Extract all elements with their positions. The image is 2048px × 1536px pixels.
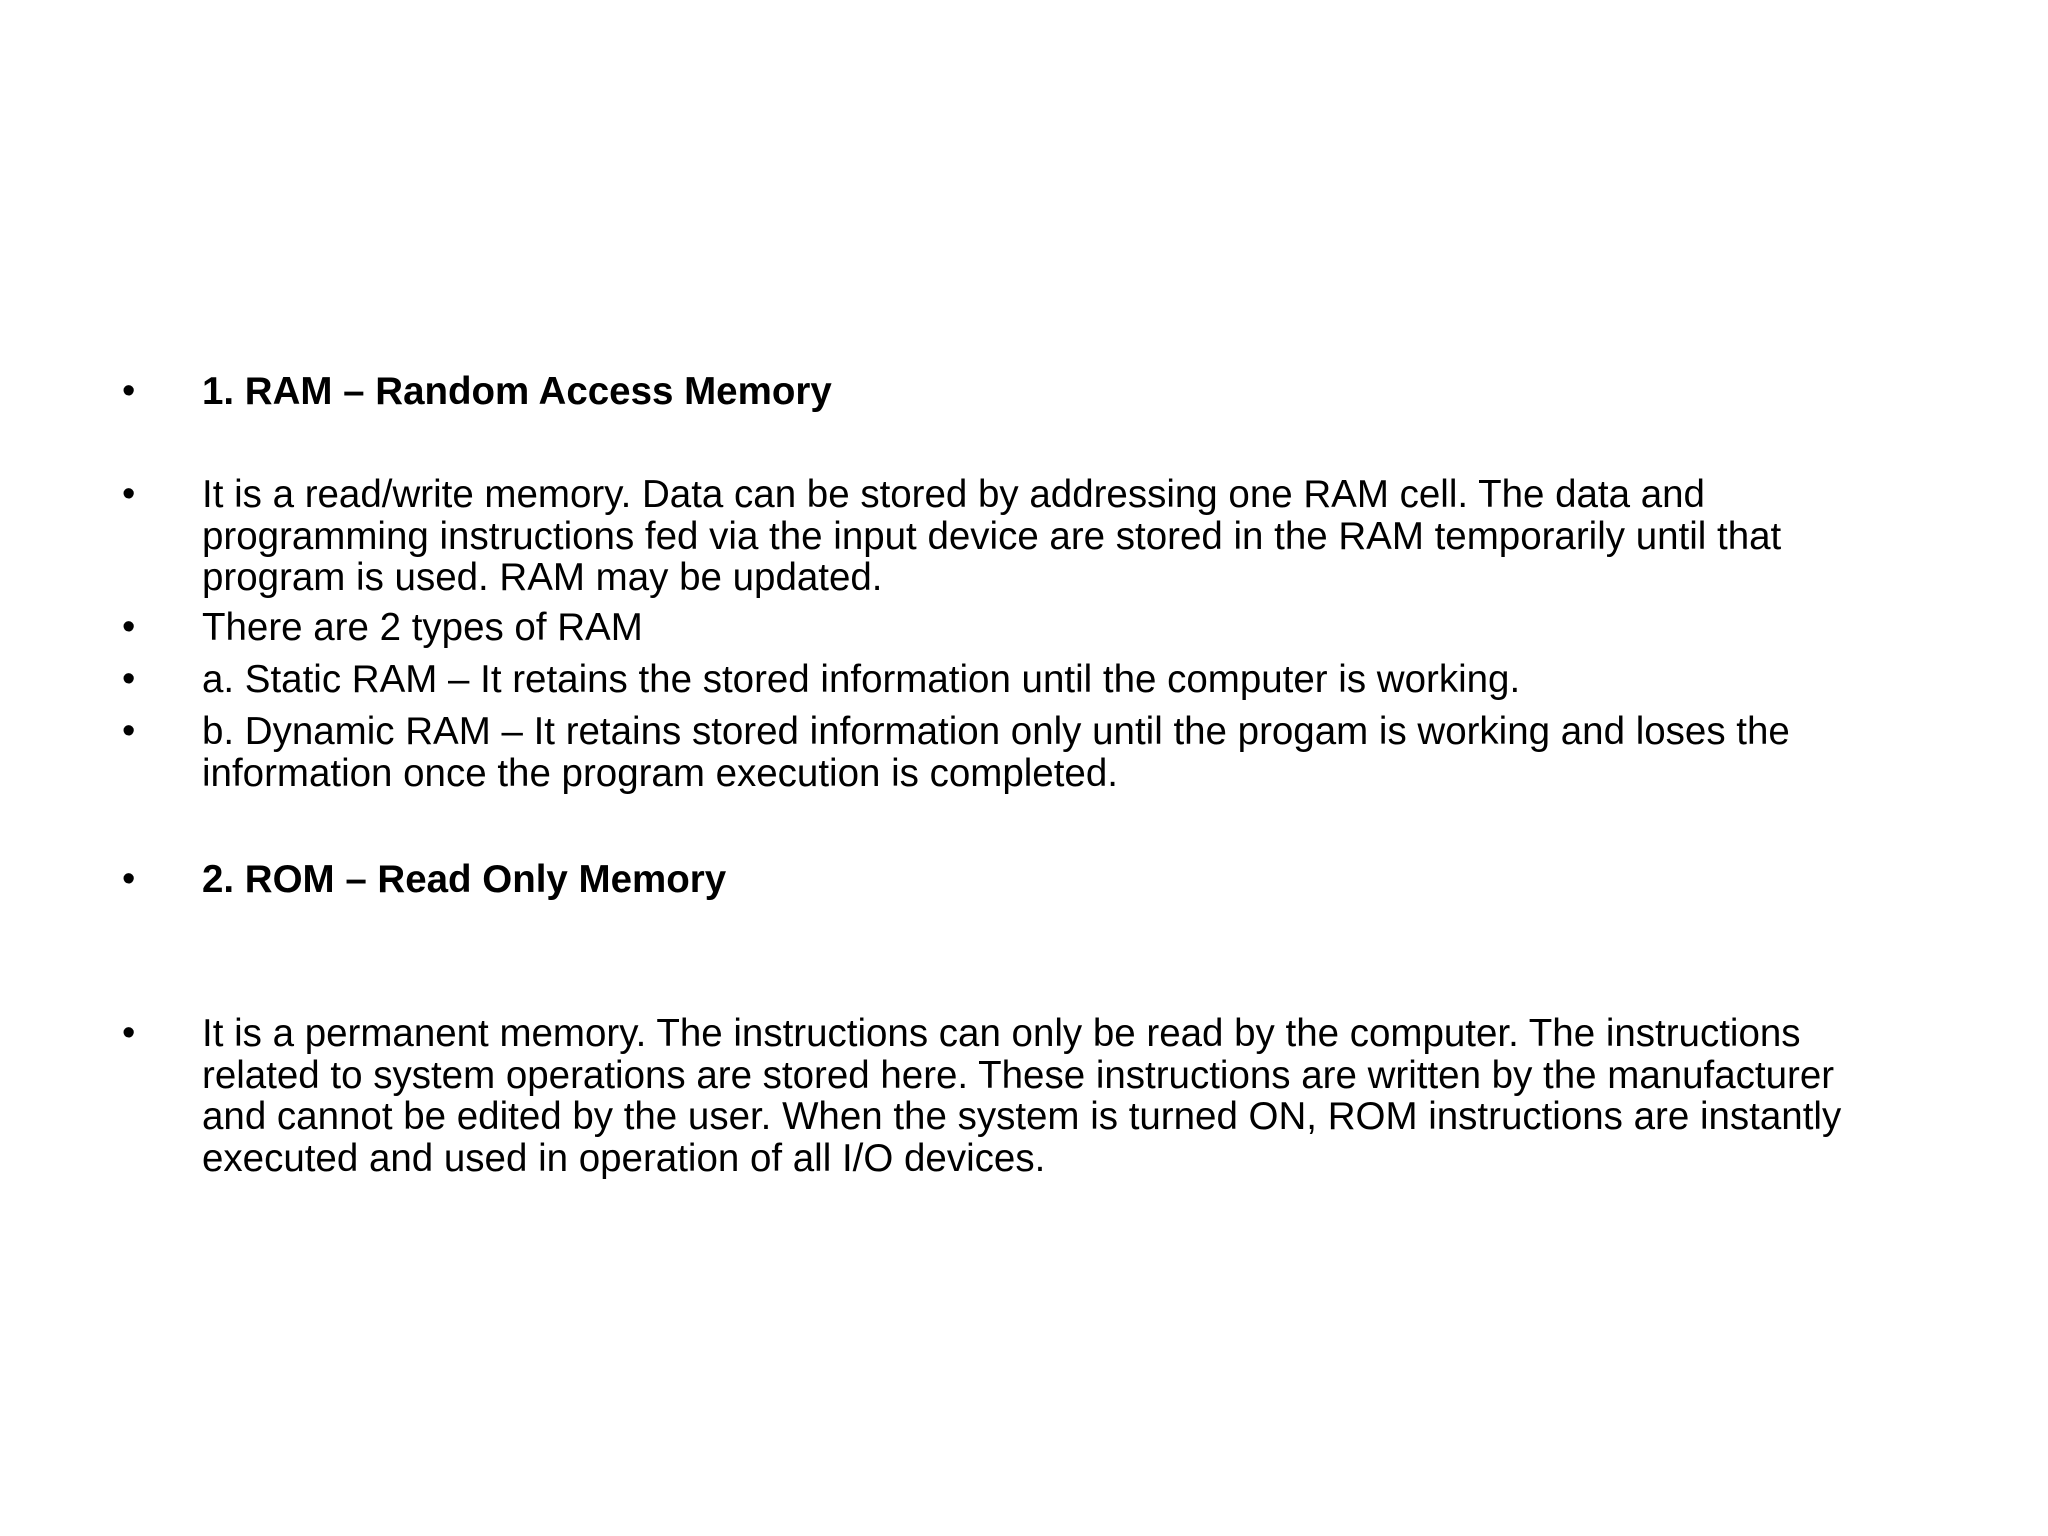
bullet-icon: • (122, 606, 136, 648)
dynamic-ram-text: b. Dynamic RAM – It retains stored information only until the progam is working and loses the information once the program execution is completed. (202, 710, 1790, 795)
bullet-icon: • (122, 858, 136, 900)
bullet-icon: • (122, 473, 136, 515)
static-ram-text: a. Static RAM – It retains the stored information until the computer is working. (202, 658, 1521, 701)
bullet-icon: • (122, 1012, 136, 1054)
bullet-icon: • (122, 658, 136, 700)
rom-description: It is a permanent memory. The instructions can only be read by the computer. The instructions related to system operations are stored here. These instructions are written by the manufacturer and cannot be edited by the user. When the system is turned ON, ROM instructions are instantly executed and used in operation of all I/O devices. (202, 1012, 1842, 1180)
ram-heading: 1. RAM – Random Access Memory (202, 370, 832, 413)
ram-description: It is a read/write memory. Data can be stored by addressing one RAM cell. The data and programming instructions fed via the input device are stored in the RAM temporarily until that program is used. RAM may be updated. (202, 473, 1782, 599)
rom-heading: 2. ROM – Read Only Memory (202, 858, 727, 901)
bullet-icon: • (122, 710, 136, 752)
bullet-icon: • (122, 370, 136, 412)
ram-types: There are 2 types of RAM (202, 606, 643, 649)
